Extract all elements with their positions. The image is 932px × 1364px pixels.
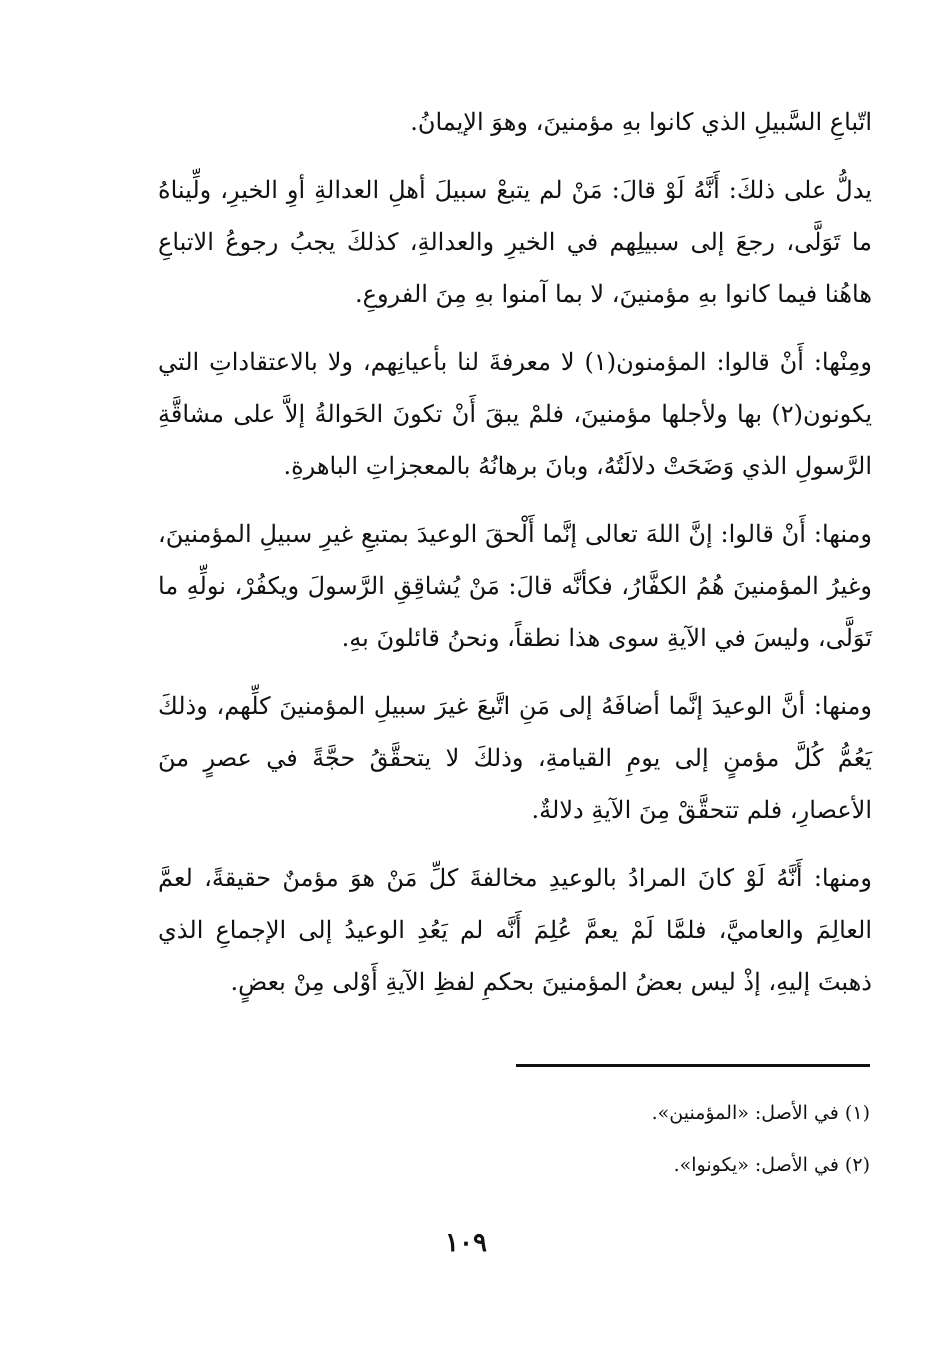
paragraph-1: اتّباعِ السَّبيلِ الذي كانوا بهِ مؤمنينَ، وهوَ الإيمانُ.	[410, 108, 872, 136]
main-text	[158, 96, 872, 1024]
paragraph-6: ومنها: أَنَّهُ لَوْ كانَ المرادُ بالوعيدِ مخالفةَ كلِّ مَنْ هوَ مؤمنٌ حقيقةً، لعمَّ العالِمَ والعاميَّ، فلمَّا لَمْ يعمَّ عُلِمَ أَنَّه لم يَعُدِ الوعيدُ إلى الإجماعِ الذي ذهبتَ إليهِ، إذْ ليس بعضُ المؤمنينَ بحكمِ لفظِ الآيةِ أَوْلى مِنْ بعضٍ.	[158, 864, 872, 996]
footnote-divider	[516, 1064, 870, 1067]
page-number: ١٠٩	[445, 1228, 487, 1258]
paragraph-3: ومِنْها: أَنْ قالوا: المؤمنون(١) لا معرفةَ لنا بأعيانِهم، ولا بالاعتقاداتِ التي يكونون(٢) بها ولأجلها مؤمنينَ، فلمْ يبقَ أَنْ تكونَ الحَوالةُ إلاَّ على مشاقَّةِ الرَّسولِ الذي وَضَحَتْ دلالَتُهُ، وبانَ برهانُهُ بالمعجزاتِ الباهرةِ.	[158, 348, 873, 480]
footnote-2: (٢) في الأصل: «يكونوا».	[673, 1154, 870, 1176]
footnote-1: (١) في الأصل: «المؤمنين».	[651, 1102, 870, 1124]
footnotes	[400, 1090, 870, 1194]
paragraph-5: ومنها: أنَّ الوعيدَ إنَّما أضافَهُ إلى مَنِ اتَّبعَ غيرَ سبيلِ المؤمنينَ كلِّهم، وذلكَ يَعُمُّ كُلَّ مؤمنٍ إلى يومِ القيامةِ، وذلكَ لا يتحقَّقُ حجَّةً في عصرٍ منَ الأعصارِ، فلم تتحقَّقْ مِنَ الآيةِ دلالةٌ.	[158, 692, 872, 824]
paragraph-2: يدلُّ على ذلكَ: أَنَّهُ لَوْ قالَ: مَنْ لم يتبعْ سبيلَ أهلِ العدالةِ أوِ الخيرِ، ولِّيناهُ ما تَوَلَّى، رجعَ إلى سبيلِهم في الخيرِ والعدالةِ، كذلكَ يجبُ رجوعُ الاتباعِ هاهُنا فيما كانوا بهِ مؤمنينَ، لا بما آمنوا بهِ مِنَ الفروعِ.	[158, 176, 872, 308]
paragraph-4: ومنها: أَنْ قالوا: إنَّ اللهَ تعالى إنَّما أَلْحقَ الوعيدَ بمتبعِ غيرِ سبيلِ المؤمنينَ، وغيرُ المؤمنينَ هُمُ الكفَّارُ، فكأنَّه قالَ: مَنْ يُشاقِقِ الرَّسولَ ويكفُرْ، نولِّهِ ما تَوَلَّى، وليسَ في الآيةِ سوى هذا نطقاً، ونحنُ قائلونَ بهِ.	[158, 520, 872, 652]
